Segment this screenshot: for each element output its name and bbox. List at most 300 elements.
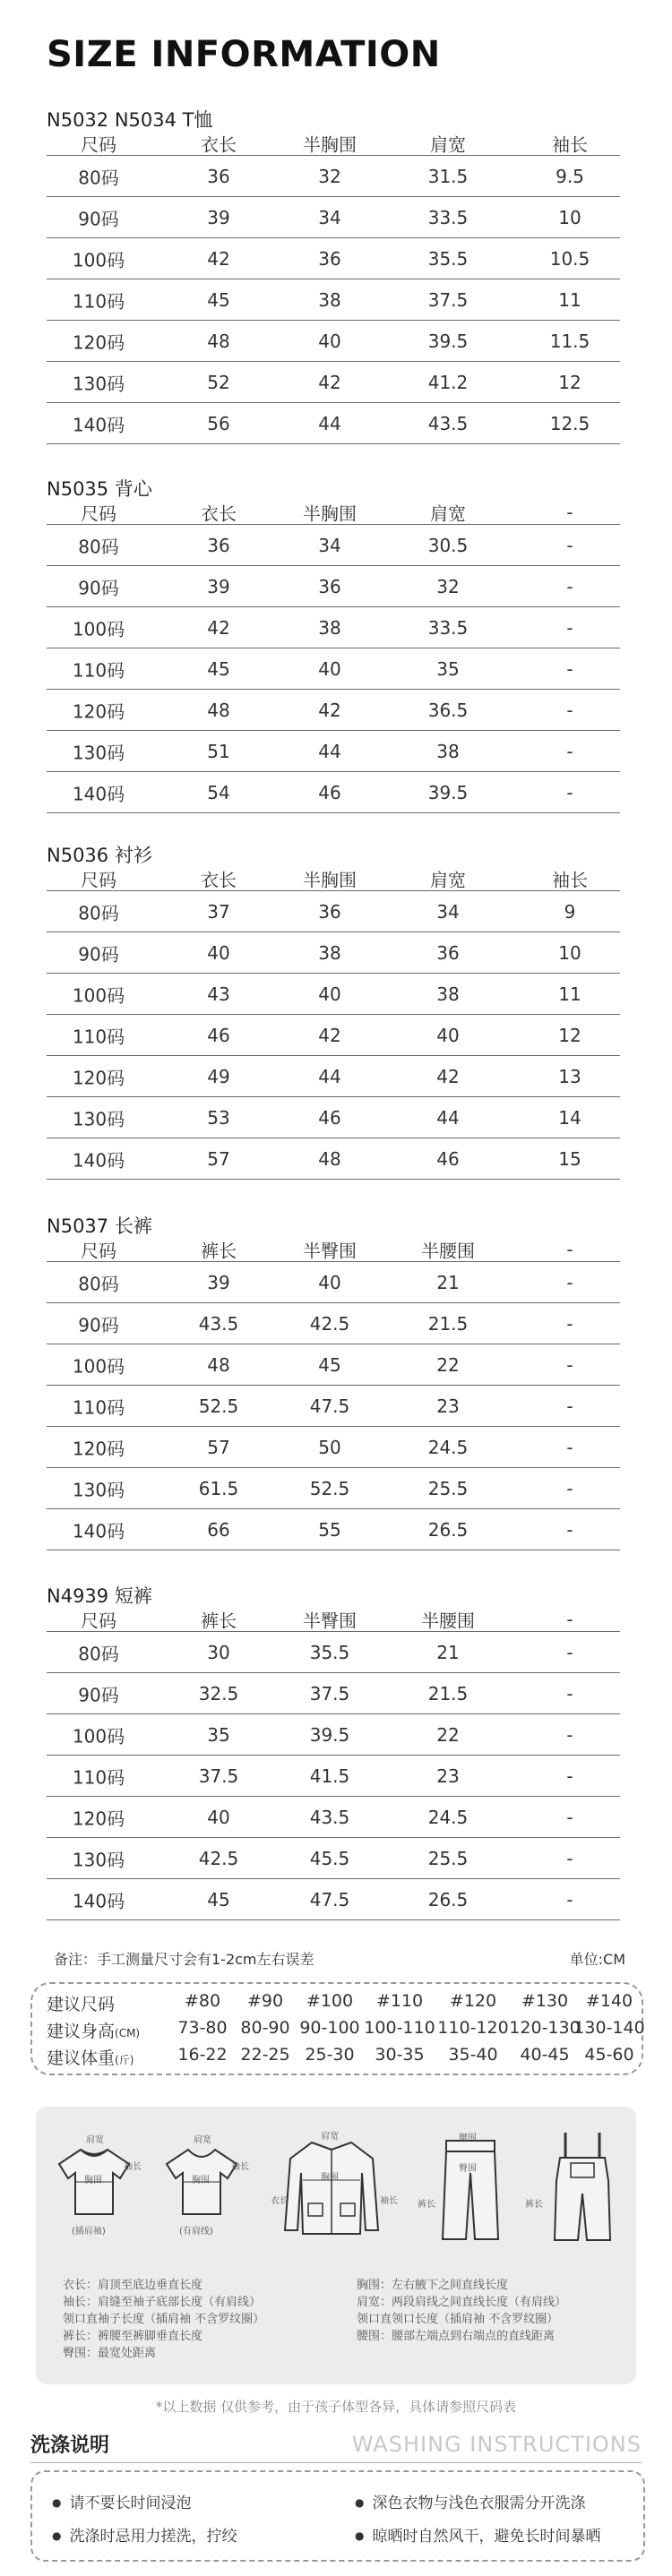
column-header: 肩宽 bbox=[430, 502, 466, 525]
table-cell: 9 bbox=[564, 900, 576, 923]
table-cell: 24.5 bbox=[427, 1436, 469, 1458]
table-cell: - bbox=[566, 781, 573, 803]
table-cell: 39.5 bbox=[427, 330, 469, 352]
table-cell: 21 bbox=[436, 1271, 460, 1293]
table-cell: 26.5 bbox=[427, 1888, 469, 1911]
table-cell: 61.5 bbox=[198, 1477, 239, 1499]
table-cell: 35.5 bbox=[427, 247, 469, 270]
table-cell: 9.5 bbox=[556, 165, 584, 187]
table-cell: 46 bbox=[207, 1024, 230, 1046]
measurement-note: 备注：手工测量尺寸会有1-2cm左右误差 bbox=[54, 1951, 314, 1968]
table-row bbox=[47, 1468, 620, 1509]
size-table bbox=[47, 108, 620, 444]
table-cell: 12.5 bbox=[549, 412, 590, 434]
table-cell: 54 bbox=[207, 781, 230, 803]
table-cell: 14 bbox=[558, 1106, 582, 1129]
table-cell: 22 bbox=[436, 1723, 460, 1746]
table-cell: 40 bbox=[207, 941, 230, 964]
pants-illustration bbox=[430, 2134, 511, 2245]
table-row bbox=[47, 772, 620, 813]
table-cell: 35.5 bbox=[309, 1641, 350, 1663]
rec-height-value: 73-80 bbox=[177, 2018, 228, 2038]
table-row bbox=[47, 279, 620, 321]
table-cell: 36.5 bbox=[427, 699, 469, 721]
table-cell: 38 bbox=[318, 616, 341, 639]
table-cell: 11 bbox=[558, 983, 582, 1005]
diagram-note: 袖长：肩缝至袖子底部长度（有肩线） bbox=[63, 2296, 262, 2309]
table-cell: 37.5 bbox=[309, 1682, 350, 1704]
shirt2-shoulder-label: 肩宽 bbox=[194, 2135, 211, 2145]
table-cell: 40 bbox=[318, 983, 341, 1005]
table-cell: 40 bbox=[436, 1024, 460, 1046]
column-header: 裤长 bbox=[201, 1240, 237, 1262]
table-cell: 42 bbox=[318, 699, 341, 721]
table-cell: - bbox=[566, 534, 573, 556]
table-cell: 140码 bbox=[72, 783, 125, 804]
table-cell: 37.5 bbox=[198, 1765, 239, 1787]
table-cell: - bbox=[566, 1723, 573, 1746]
table-cell: 80码 bbox=[78, 1643, 119, 1664]
table-row bbox=[47, 238, 620, 279]
table-title: N5037 长裤 bbox=[47, 1215, 152, 1237]
table-cell: 36 bbox=[207, 534, 230, 556]
table-cell: 45 bbox=[318, 1353, 341, 1376]
table-cell: 55 bbox=[318, 1518, 341, 1541]
column-header: 衣长 bbox=[201, 133, 237, 156]
jacket-length-label: 衣长 bbox=[271, 2196, 289, 2206]
rec-size-value: #130 bbox=[521, 1991, 569, 2011]
table-cell: 24.5 bbox=[427, 1806, 469, 1828]
diagram-note: 领口直领口长度（插肩袖 不含罗纹圈） bbox=[357, 2313, 559, 2326]
column-header: 袖长 bbox=[552, 133, 588, 156]
table-cell: 120码 bbox=[72, 1067, 125, 1088]
table-cell: 35 bbox=[207, 1723, 230, 1746]
rec-weight-value: 22-25 bbox=[240, 2045, 290, 2065]
column-header: 衣长 bbox=[201, 869, 237, 891]
table-header-row bbox=[47, 1608, 620, 1632]
table-cell: - bbox=[566, 1806, 573, 1828]
table-cell: 42 bbox=[207, 247, 230, 270]
table-cell: 43.5 bbox=[427, 412, 469, 434]
table-cell: 32 bbox=[436, 575, 460, 597]
table-row bbox=[47, 1756, 620, 1797]
table-cell: 130码 bbox=[72, 742, 125, 763]
table-cell: 46 bbox=[436, 1147, 460, 1170]
table-cell: - bbox=[566, 1641, 573, 1663]
table-cell: 42 bbox=[436, 1065, 460, 1087]
rec-size-value: #120 bbox=[449, 1991, 497, 2011]
rec-height-row bbox=[41, 2018, 645, 2045]
table-cell: 80码 bbox=[78, 1273, 119, 1294]
table-cell: 52.5 bbox=[198, 1395, 239, 1417]
table-cell: 44 bbox=[318, 412, 341, 434]
table-cell: 100码 bbox=[72, 249, 125, 270]
table-cell: 53 bbox=[207, 1106, 230, 1129]
table-cell: 39 bbox=[207, 575, 230, 597]
rec-weight-value: 35-40 bbox=[448, 2045, 498, 2065]
rec-weight-value: 40-45 bbox=[520, 2045, 570, 2065]
table-cell: 44 bbox=[436, 1106, 460, 1129]
table-cell: 10 bbox=[558, 206, 582, 228]
washing-divider bbox=[30, 2462, 642, 2463]
diagram-note: 衣长：肩顶至底边垂直长度 bbox=[63, 2279, 203, 2292]
table-cell: 30.5 bbox=[427, 534, 469, 556]
rec-size-row bbox=[41, 1991, 633, 2018]
table-cell: - bbox=[566, 1271, 573, 1293]
table-cell: 36 bbox=[318, 247, 341, 270]
table-cell: 90码 bbox=[78, 1314, 119, 1335]
reference-remark: *以上数据 仅供参考，由于孩子体型各异，具体请参照尺码表 bbox=[155, 2399, 517, 2415]
shirt1-chest-label: 胸围 bbox=[84, 2176, 102, 2185]
rec-size-value: #140 bbox=[585, 1991, 633, 2011]
column-header: 半胸围 bbox=[303, 502, 357, 525]
table-header-row bbox=[47, 501, 620, 525]
measurement-diagram bbox=[36, 2107, 636, 2384]
table-cell: 10 bbox=[558, 941, 582, 964]
table-cell: - bbox=[566, 1765, 573, 1787]
washing-item: ● 洗涤时忌用力搓洗，拧绞 bbox=[52, 2523, 237, 2546]
column-header: 尺码 bbox=[81, 1240, 116, 1262]
table-cell: 140码 bbox=[72, 414, 125, 435]
shirt2-sleeve-label: 袖长 bbox=[231, 2162, 249, 2172]
table-cell: 34 bbox=[436, 900, 460, 923]
table-cell: 38 bbox=[318, 941, 341, 964]
table-row bbox=[47, 566, 620, 607]
table-row bbox=[47, 648, 620, 690]
table-cell: 38 bbox=[436, 983, 460, 1005]
table-cell: 140码 bbox=[72, 1890, 125, 1911]
table-cell: 40 bbox=[207, 1806, 230, 1828]
column-header: 半腰围 bbox=[421, 1240, 475, 1262]
washing-item: ● 请不要长时间浸泡 bbox=[52, 2490, 191, 2512]
table-cell: 42.5 bbox=[309, 1312, 350, 1335]
table-cell: 36 bbox=[436, 941, 460, 964]
table-cell: 30 bbox=[207, 1641, 230, 1663]
table-row bbox=[47, 1097, 620, 1138]
diagram-note: 领口直袖子长度（插肩袖 不含罗纹圈） bbox=[63, 2313, 265, 2326]
table-row bbox=[47, 1138, 620, 1180]
column-header: 半臀围 bbox=[303, 1610, 357, 1632]
table-cell: 23 bbox=[436, 1395, 460, 1417]
table-cell: 10.5 bbox=[549, 247, 590, 270]
diagram-note: 腰围：腰部左端点到右端点的直线距离 bbox=[357, 2330, 556, 2343]
overall-illustration bbox=[542, 2129, 623, 2245]
rec-weight-value: 25-30 bbox=[305, 2045, 355, 2065]
table-cell: 47.5 bbox=[309, 1395, 350, 1417]
column-header: 尺码 bbox=[81, 133, 116, 156]
table-row bbox=[47, 1797, 620, 1838]
table-row bbox=[47, 1386, 620, 1427]
table-cell: 140码 bbox=[72, 1149, 125, 1171]
rec-size-value: #110 bbox=[375, 1991, 424, 2011]
table-cell: 39.5 bbox=[309, 1723, 350, 1746]
table-cell: 66 bbox=[207, 1518, 230, 1541]
table-cell: 40 bbox=[318, 1271, 341, 1293]
table-cell: 40 bbox=[318, 330, 341, 352]
rec-size-value: #100 bbox=[306, 1991, 354, 2011]
page-title: SIZE INFORMATION bbox=[47, 34, 441, 75]
table-cell: - bbox=[566, 740, 573, 762]
table-cell: 120码 bbox=[72, 331, 125, 353]
column-header: 尺码 bbox=[81, 869, 116, 891]
table-cell: 38 bbox=[318, 288, 341, 311]
table-cell: 38 bbox=[436, 740, 460, 762]
table-cell: 42.5 bbox=[198, 1847, 239, 1869]
washing-header bbox=[30, 2430, 642, 2460]
table-cell: 25.5 bbox=[427, 1477, 469, 1499]
rec-height-value: 120-130 bbox=[509, 2018, 581, 2038]
shirt1-caption: (插肩袖) bbox=[72, 2227, 106, 2237]
column-header: 半胸围 bbox=[303, 133, 357, 156]
rec-height-value: 110-120 bbox=[437, 2018, 509, 2038]
table-row bbox=[47, 690, 620, 731]
table-cell: 50 bbox=[318, 1436, 341, 1458]
table-row bbox=[47, 1714, 620, 1756]
table-cell: 90码 bbox=[78, 943, 119, 965]
rec-height-label: 建议身高(CM) bbox=[47, 2022, 141, 2041]
table-cell: 48 bbox=[207, 330, 230, 352]
table-cell: 32.5 bbox=[198, 1682, 239, 1704]
table-cell: 37 bbox=[207, 900, 230, 923]
table-cell: 25.5 bbox=[427, 1847, 469, 1869]
table-cell: 44 bbox=[318, 740, 341, 762]
pants-length-label: 裤长 bbox=[418, 2200, 435, 2210]
table-cell: 110码 bbox=[72, 1396, 125, 1418]
table-cell: 140码 bbox=[72, 1520, 125, 1541]
table-cell: 80码 bbox=[78, 902, 119, 923]
table-row bbox=[47, 1879, 620, 1920]
table-cell: 41.2 bbox=[427, 371, 469, 393]
column-header: 肩宽 bbox=[430, 133, 466, 156]
table-title: N5036 衬衫 bbox=[47, 845, 152, 866]
rec-height-value: 130-140 bbox=[573, 2018, 645, 2038]
column-header: 裤长 bbox=[201, 1610, 237, 1632]
size-table bbox=[47, 477, 620, 813]
table-cell: 46 bbox=[318, 1106, 341, 1129]
table-row bbox=[47, 362, 620, 403]
table-cell: 45 bbox=[207, 288, 230, 311]
table-cell: 33.5 bbox=[427, 206, 469, 228]
rec-height-value: 100-110 bbox=[364, 2018, 435, 2038]
table-cell: 56 bbox=[207, 412, 230, 434]
table-cell: 35 bbox=[436, 657, 460, 680]
table-row bbox=[47, 731, 620, 772]
table-cell: 45.5 bbox=[309, 1847, 350, 1869]
washing-instructions-box bbox=[30, 2470, 645, 2562]
table-cell: - bbox=[566, 616, 573, 639]
table-cell: - bbox=[566, 1682, 573, 1704]
table-cell: 32 bbox=[318, 165, 341, 187]
table-cell: 130码 bbox=[72, 1479, 125, 1500]
table-cell: - bbox=[566, 699, 573, 721]
table-row bbox=[47, 932, 620, 974]
table-cell: 45 bbox=[207, 1888, 230, 1911]
table-cell: 31.5 bbox=[427, 165, 469, 187]
table-cell: 110码 bbox=[72, 1766, 125, 1788]
table-cell: 41.5 bbox=[309, 1765, 350, 1787]
column-header: - bbox=[566, 1239, 573, 1260]
column-header: 尺码 bbox=[81, 502, 116, 525]
table-cell: 110码 bbox=[72, 290, 125, 312]
column-header: - bbox=[566, 1609, 573, 1630]
table-cell: 37.5 bbox=[427, 288, 469, 311]
column-header: 半腰围 bbox=[421, 1610, 475, 1632]
table-cell: 34 bbox=[318, 534, 341, 556]
table-cell: 36 bbox=[207, 165, 230, 187]
column-header: 尺码 bbox=[81, 1610, 116, 1632]
table-cell: 130码 bbox=[72, 1849, 125, 1870]
table-cell: - bbox=[566, 1847, 573, 1869]
table-row bbox=[47, 891, 620, 932]
table-row bbox=[47, 1015, 620, 1056]
pants-waist-label: 腰围 bbox=[459, 2134, 477, 2143]
overall-length-label: 裤长 bbox=[525, 2200, 543, 2210]
table-cell: 34 bbox=[318, 206, 341, 228]
table-row bbox=[47, 1838, 620, 1879]
column-header: 衣长 bbox=[201, 502, 237, 525]
table-row bbox=[47, 525, 620, 566]
table-cell: 100码 bbox=[72, 1355, 125, 1377]
table-row bbox=[47, 1344, 620, 1386]
column-header: 袖长 bbox=[552, 869, 588, 891]
table-cell: 40 bbox=[318, 657, 341, 680]
table-cell: 130码 bbox=[72, 1108, 125, 1129]
table-cell: - bbox=[566, 1395, 573, 1417]
table-row bbox=[47, 156, 620, 197]
jacket-chest-label: 胸围 bbox=[321, 2173, 339, 2183]
table-cell: 48 bbox=[318, 1147, 341, 1170]
table-cell: - bbox=[566, 575, 573, 597]
table-row bbox=[47, 1427, 620, 1468]
jacket-sleeve-label: 袖长 bbox=[380, 2196, 398, 2206]
table-cell: 48 bbox=[207, 699, 230, 721]
rec-weight-row bbox=[41, 2045, 633, 2072]
diagram-note: 裤长：裤腰至裤脚垂直长度 bbox=[63, 2330, 203, 2343]
jacket-shoulder-label: 肩宽 bbox=[321, 2132, 339, 2142]
diagram-note: 臀围：最宽处距离 bbox=[63, 2347, 157, 2360]
rec-height-value: 80-90 bbox=[240, 2018, 290, 2038]
table-cell: 90码 bbox=[78, 208, 119, 229]
table-cell: 49 bbox=[207, 1065, 230, 1087]
table-cell: 44 bbox=[318, 1065, 341, 1087]
table-cell: 120码 bbox=[72, 1438, 125, 1459]
table-cell: 12 bbox=[558, 371, 582, 393]
rec-weight-value: 30-35 bbox=[375, 2045, 425, 2065]
shirt2-chest-label: 胸围 bbox=[192, 2176, 210, 2185]
rec-weight-value: 45-60 bbox=[584, 2045, 634, 2065]
table-cell: 46 bbox=[318, 781, 341, 803]
table-cell: 43.5 bbox=[309, 1806, 350, 1828]
washing-title-en: WASHING INSTRUCTIONS bbox=[351, 2432, 642, 2457]
table-cell: 23 bbox=[436, 1765, 460, 1787]
table-row bbox=[47, 607, 620, 648]
table-cell: 100码 bbox=[72, 618, 125, 640]
shirt1-shoulder-label: 肩宽 bbox=[86, 2135, 104, 2145]
table-cell: - bbox=[566, 1518, 573, 1541]
pants-hip-label: 臀围 bbox=[459, 2164, 477, 2174]
rec-size-value: #80 bbox=[184, 1991, 221, 2011]
table-cell: 33.5 bbox=[427, 616, 469, 639]
shirt2-caption: (有肩线) bbox=[179, 2227, 213, 2237]
table-cell: 130码 bbox=[72, 373, 125, 394]
table-cell: - bbox=[566, 657, 573, 680]
table-cell: 42 bbox=[318, 371, 341, 393]
rec-size-value: #90 bbox=[246, 1991, 284, 2011]
table-cell: 39 bbox=[207, 206, 230, 228]
table-cell: 100码 bbox=[72, 1725, 125, 1747]
table-header-row bbox=[47, 1238, 620, 1262]
diagram-note: 肩宽：两段肩线之间直线长度（有肩线） bbox=[357, 2296, 567, 2309]
table-row bbox=[47, 974, 620, 1015]
table-cell: 43.5 bbox=[198, 1312, 239, 1335]
table-cell: 90码 bbox=[78, 577, 119, 598]
table-cell: 12 bbox=[558, 1024, 582, 1046]
table-cell: 120码 bbox=[72, 1807, 125, 1829]
table-row bbox=[47, 197, 620, 238]
table-cell: 39 bbox=[207, 1271, 230, 1293]
table-cell: 110码 bbox=[72, 1026, 125, 1047]
table-cell: - bbox=[566, 1436, 573, 1458]
table-cell: 43 bbox=[207, 983, 230, 1005]
table-cell: 100码 bbox=[72, 984, 125, 1006]
table-cell: 48 bbox=[207, 1353, 230, 1376]
column-header: 半臀围 bbox=[303, 1240, 357, 1262]
table-cell: 110码 bbox=[72, 659, 125, 681]
washing-title: 洗涤说明 bbox=[30, 2434, 110, 2457]
table-cell: 21.5 bbox=[427, 1312, 469, 1335]
table-cell: 39.5 bbox=[427, 781, 469, 803]
table-cell: 42 bbox=[318, 1024, 341, 1046]
table-title: N4939 短裤 bbox=[47, 1585, 152, 1607]
table-cell: 51 bbox=[207, 740, 230, 762]
table-row bbox=[47, 403, 620, 444]
table-cell: 45 bbox=[207, 657, 230, 680]
table-row bbox=[47, 1056, 620, 1097]
table-cell: 15 bbox=[558, 1147, 582, 1170]
unit-label: 单位:CM bbox=[569, 1951, 625, 1968]
rec-height-value: 90-100 bbox=[299, 2018, 360, 2038]
table-row bbox=[47, 1262, 620, 1303]
washing-item: ● 晾晒时自然风干，避免长时间暴晒 bbox=[355, 2523, 600, 2546]
table-cell: 90码 bbox=[78, 1684, 119, 1705]
table-cell: - bbox=[566, 1312, 573, 1335]
table-row bbox=[47, 1509, 620, 1550]
table-cell: 22 bbox=[436, 1353, 460, 1376]
table-cell: - bbox=[566, 1477, 573, 1499]
washing-item: ● 深色衣物与浅色衣服需分开洗涤 bbox=[355, 2490, 585, 2512]
rec-weight-value: 16-22 bbox=[177, 2045, 228, 2065]
table-cell: 36 bbox=[318, 575, 341, 597]
table-title: N5032 N5034 T恤 bbox=[47, 109, 213, 131]
column-header: 半胸围 bbox=[303, 869, 357, 891]
column-header: 肩宽 bbox=[430, 869, 466, 891]
table-cell: 120码 bbox=[72, 700, 125, 722]
table-title: N5035 背心 bbox=[47, 478, 152, 500]
column-header: - bbox=[566, 502, 573, 523]
table-cell: 47.5 bbox=[309, 1888, 350, 1911]
table-cell: - bbox=[566, 1353, 573, 1376]
table-cell: 36 bbox=[318, 900, 341, 923]
size-table bbox=[47, 1215, 620, 1550]
table-row bbox=[47, 1303, 620, 1344]
table-row bbox=[47, 321, 620, 362]
table-cell: 21 bbox=[436, 1641, 460, 1663]
size-table bbox=[47, 1584, 620, 1920]
size-table bbox=[47, 844, 620, 1180]
table-header-row bbox=[47, 132, 620, 156]
table-row bbox=[47, 1673, 620, 1714]
jacket-illustration bbox=[278, 2134, 385, 2241]
